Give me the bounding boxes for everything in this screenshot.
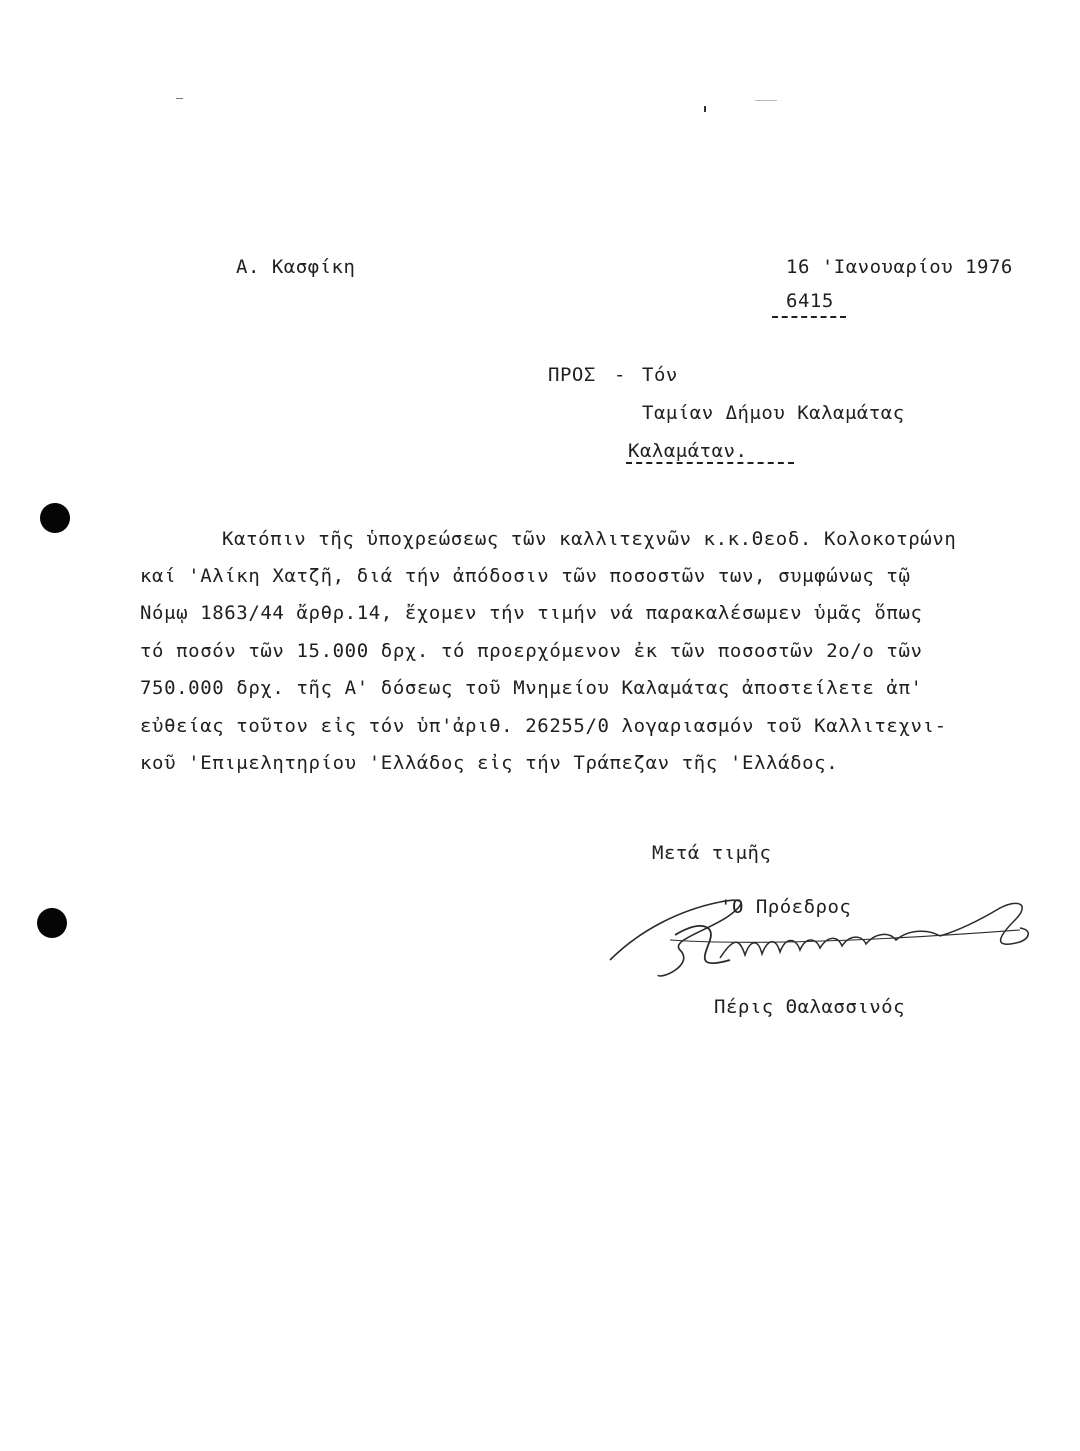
hole-punch-top — [40, 503, 70, 533]
reference-number: 6415 — [786, 290, 834, 312]
handwritten-signature — [600, 880, 1050, 990]
body-line-7: κοῦ 'Επιμελητηρίου 'Ελλάδος εἰς τήν Τράπεζαν τῆς 'Ελλάδος. — [140, 752, 839, 774]
recipient-underline — [626, 462, 794, 464]
body-line-6: εὐθείας τοῦτον εἰς τόν ὑπ'ἀριθ. 26255/0 λογαριασμόν τοῦ Καλλιτεχνι- — [140, 715, 947, 737]
signatory-name: Πέρις Θαλασσινός — [714, 996, 906, 1018]
sender-initials: Α. Κασφίκη — [236, 256, 356, 278]
reference-underline — [772, 316, 846, 318]
letter-date: 16 'Ιανουαρίου 1976 — [786, 256, 1013, 278]
body-line-5: 750.000 δρχ. τῆς Α' δόσεως τοῦ Μνημείου Καλαμάτας ἀποστείλετε ἀπ' — [140, 677, 923, 699]
recipient-dash: - — [614, 364, 626, 386]
closing-salutation: Μετά τιμῆς — [652, 842, 772, 864]
hole-punch-bottom — [37, 908, 67, 938]
body-line-1: Κατόπιν τῆς ὑποχρεώσεως τῶν καλλιτεχνῶν κ.κ.Θεοδ. Κολοκοτρώνη — [222, 528, 957, 550]
recipient-pros: ΠΡΟΣ — [548, 364, 596, 386]
recipient-line1: Ταμίαν Δήμου Καλαμάτας — [642, 402, 905, 424]
body-line-4: τό ποσόν τῶν 15.000 δρχ. τό προερχόμενον ἐκ τῶν ποσοστῶν 2ο/ο τῶν — [140, 640, 923, 662]
recipient-article: Τόν — [642, 364, 678, 386]
scan-speck — [755, 100, 777, 101]
body-line-2: καί 'Αλίκη Χατζῆ, διά τήν ἀπόδοσιν τῶν ποσοστῶν των, συμφώνως τῷ — [140, 565, 911, 587]
signatory-title: 'Ο Πρόεδρος — [720, 896, 852, 918]
scan-speck — [704, 106, 706, 112]
recipient-line2: Καλαμάταν. — [628, 440, 748, 462]
body-line-3: Νόμῳ 1863/44 ἄρθρ.14, ἔχομεν τήν τιμήν νά παρακαλέσωμεν ὑμᾶς ὅπως — [140, 602, 923, 624]
scan-speck — [176, 98, 183, 99]
